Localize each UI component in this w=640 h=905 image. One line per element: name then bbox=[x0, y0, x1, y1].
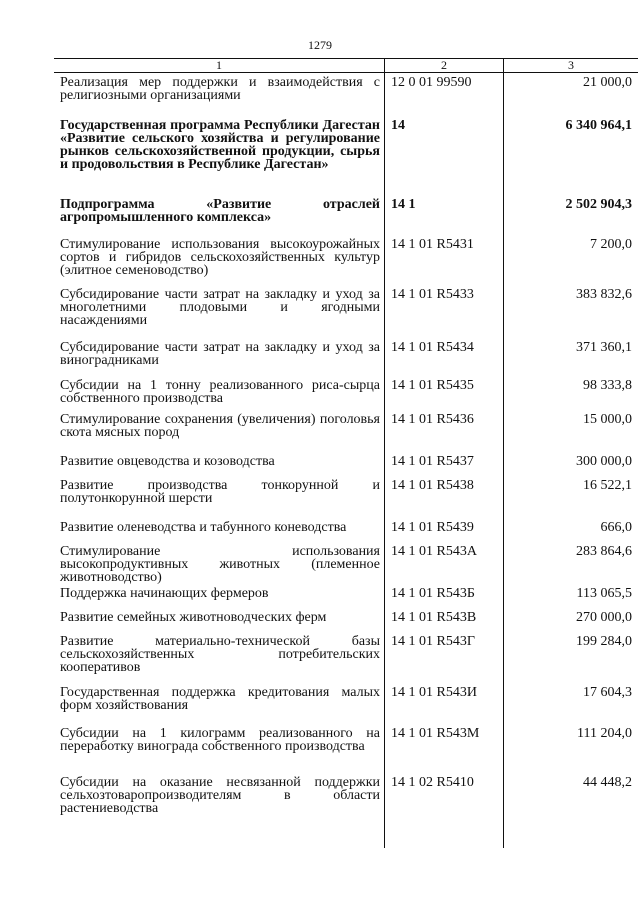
row-code: 14 1 bbox=[384, 195, 504, 235]
row-name: Государственная поддержка кредитования малых форм хозяйствования bbox=[60, 685, 380, 713]
row-name: Субсидии на 1 килограмм реализованного на переработку винограда собственного производства bbox=[60, 726, 380, 754]
table-row bbox=[54, 376, 638, 410]
row-amount: 6 340 964,1 bbox=[565, 118, 632, 133]
table-row bbox=[54, 632, 638, 683]
row-code: 14 1 01 R543И bbox=[384, 683, 504, 724]
row-code: 14 1 01 R5436 bbox=[384, 410, 504, 452]
row-name: Поддержка начинающих фермеров bbox=[60, 586, 269, 601]
row-code: 14 1 01 R5437 bbox=[384, 452, 504, 476]
row-name: Развитие овцеводства и козоводства bbox=[60, 454, 275, 469]
row-code: 14 1 01 R5435 bbox=[384, 376, 504, 410]
table-body bbox=[54, 73, 638, 848]
row-amount: 2 502 904,3 bbox=[565, 197, 632, 212]
table-row bbox=[54, 338, 638, 376]
table-header bbox=[54, 59, 638, 72]
row-amount: 383 832,6 bbox=[576, 287, 632, 302]
row-name: Субсидии на 1 тонну реализованного риса-сырца собственного производства bbox=[60, 378, 380, 406]
row-name: Развитие семейных животноводческих ферм bbox=[60, 610, 327, 625]
row-code: 14 bbox=[384, 116, 504, 195]
table-row bbox=[54, 235, 638, 285]
table-row bbox=[54, 285, 638, 338]
table-row bbox=[54, 518, 638, 542]
table-row bbox=[54, 410, 638, 452]
row-amount: 15 000,0 bbox=[583, 412, 632, 427]
page-number: 1279 bbox=[308, 38, 332, 52]
row-code: 14 1 01 R5438 bbox=[384, 476, 504, 518]
row-amount: 300 000,0 bbox=[576, 454, 632, 469]
row-name: Развитие материально-технической базы сельскохозяйственных потребительских кооперативов bbox=[60, 634, 380, 675]
row-amount: 666,0 bbox=[600, 520, 632, 535]
header-col-2: 2 bbox=[384, 59, 504, 72]
table-row bbox=[54, 195, 638, 235]
row-name: Субсидии на оказание несвязанной поддержки сельхозтоваропроизводителям в области растениеводства bbox=[60, 775, 380, 816]
row-amount: 21 000,0 bbox=[583, 75, 632, 90]
table-row bbox=[54, 476, 638, 518]
row-name: Развитие оленеводства и табунного коневодства bbox=[60, 520, 347, 535]
row-name: Стимулирование использования высокоурожайных сортов и гибридов сельскохозяйственных культур (элитное семеноводство) bbox=[60, 237, 380, 278]
row-amount: 98 333,8 bbox=[583, 378, 632, 393]
row-name: Реализация мер поддержки и взаимодействия с религиозными организациями bbox=[60, 75, 380, 103]
row-code: 14 1 01 R543B bbox=[384, 608, 504, 632]
row-name: Субсидирование части затрат на закладку и уход за многолетними плодовыми и ягодными насаждениями bbox=[60, 287, 380, 328]
budget-table bbox=[54, 58, 638, 848]
row-code: 14 1 01 R5433 bbox=[384, 285, 504, 338]
row-code: 14 1 02 R5410 bbox=[384, 773, 504, 848]
row-code: 12 0 01 99590 bbox=[384, 73, 504, 116]
row-name: Стимулирование сохранения (увеличения) поголовья скота мясных пород bbox=[60, 412, 380, 440]
row-code: 14 1 01 R543M bbox=[384, 724, 504, 773]
row-code: 14 1 01 R543Б bbox=[384, 584, 504, 608]
row-code: 14 1 01 R5431 bbox=[384, 235, 504, 285]
row-name: Подпрограмма «Развитие отраслей агропромышленного комплекса» bbox=[60, 197, 380, 225]
row-name: Стимулирование использования высокопродуктивных животных (племенное животноводство) bbox=[60, 544, 380, 585]
table-row bbox=[54, 773, 638, 848]
row-amount: 283 864,6 bbox=[576, 544, 632, 559]
table-row bbox=[54, 724, 638, 773]
row-name: Субсидирование части затрат на закладку и уход за виноградниками bbox=[60, 340, 380, 368]
table-row bbox=[54, 584, 638, 608]
row-amount: 7 200,0 bbox=[590, 237, 632, 252]
table-row bbox=[54, 73, 638, 116]
table-row bbox=[54, 452, 638, 476]
table-row bbox=[54, 683, 638, 724]
row-code: 14 1 01 R543A bbox=[384, 542, 504, 584]
header-col-1: 1 bbox=[216, 58, 222, 72]
row-amount: 111 204,0 bbox=[577, 726, 632, 741]
row-name: Государственная программа Республики Дагестан «Развитие сельского хозяйства и регулирование рынков сельскохозяйственной продукции, сырья и продовольствия в Республике Дагестан» bbox=[60, 118, 380, 172]
row-amount: 199 284,0 bbox=[576, 634, 632, 649]
row-code: 14 1 01 R543Г bbox=[384, 632, 504, 683]
row-amount: 270 000,0 bbox=[576, 610, 632, 625]
row-amount: 16 522,1 bbox=[583, 478, 632, 493]
row-code: 14 1 01 R5434 bbox=[384, 338, 504, 376]
row-name: Развитие производства тонкорунной и полутонкорунной шерсти bbox=[60, 478, 380, 506]
header-col-3: 3 bbox=[568, 58, 574, 72]
row-amount: 371 360,1 bbox=[576, 340, 632, 355]
table-row bbox=[54, 608, 638, 632]
row-amount: 17 604,3 bbox=[583, 685, 632, 700]
row-amount: 44 448,2 bbox=[583, 775, 632, 790]
table-row bbox=[54, 116, 638, 195]
row-code: 14 1 01 R5439 bbox=[384, 518, 504, 542]
table-row bbox=[54, 542, 638, 584]
row-amount: 113 065,5 bbox=[576, 586, 632, 601]
